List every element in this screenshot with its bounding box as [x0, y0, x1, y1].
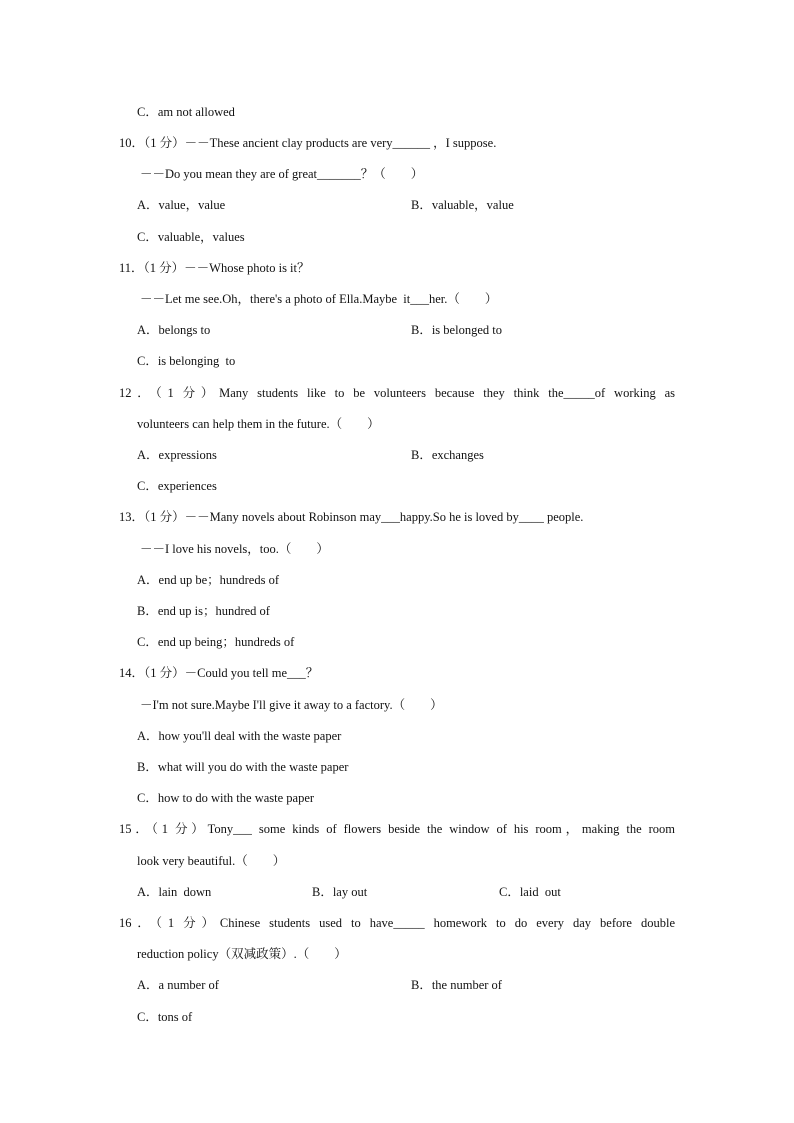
q13-reply: －－I love his novels，too.（ ） [140, 542, 329, 556]
q13-option-c: C．end up being；hundreds of [137, 635, 295, 649]
q15-stem-line1: 15．（1 分）Tony___ some kinds of flowers beside the window of his room，making the room [119, 822, 675, 836]
q13-stem: 13．（1 分）－－Many novels about Robinson may___happy.So he is loved by____ people. [119, 510, 584, 524]
q16-option-c: C．tons of [137, 1010, 193, 1024]
q14-option-c: C．how to do with the waste paper [137, 791, 315, 805]
q10-option-a: A．value，value [137, 198, 226, 212]
q16-stem-line2: reduction policy（双减政策）.（ ） [137, 947, 347, 961]
q12-stem-line1: 12．（1 分）Many students like to be volunteers because they think the_____of working as [119, 386, 675, 400]
q16-option-b: B．the number of [411, 978, 502, 992]
q10-reply: －－Do you mean they are of great_______？（ ） [140, 167, 424, 181]
q9-option-c: C．am not allowed [137, 105, 235, 119]
q16-option-a: A．a number of [137, 978, 219, 992]
q15-option-c: C．laid out [499, 885, 561, 899]
q14-option-b: B．what will you do with the waste paper [137, 760, 349, 774]
q15-option-a: A．lain down [137, 885, 212, 899]
q11-option-b: B．is belonged to [411, 323, 502, 337]
q14-reply: －I'm not sure.Maybe I'll give it away to a factory.（ ） [140, 698, 443, 712]
q10-stem: 10．（1 分）－－These ancient clay products are very______ ，I suppose. [119, 136, 497, 150]
q13-option-a: A．end up be；hundreds of [137, 573, 279, 587]
q15-option-b: B．lay out [312, 885, 368, 899]
q14-stem: 14．（1 分）－Could you tell me___？ [119, 666, 319, 680]
q10-option-c: C．valuable，values [137, 230, 245, 244]
q13-option-b: B．end up is；hundred of [137, 604, 270, 618]
q12-option-a: A．expressions [137, 448, 217, 462]
q11-option-a: A．belongs to [137, 323, 211, 337]
q12-option-b: B．exchanges [411, 448, 484, 462]
q12-stem-line2: volunteers can help them in the future.（ ） [137, 417, 380, 431]
q10-option-b: B．valuable，value [411, 198, 514, 212]
q11-reply: －－Let me see.Oh，there's a photo of Ella.Maybe it___her.（ ） [140, 292, 498, 306]
q11-stem: 11．（1 分）－－Whose photo is it？ [119, 261, 310, 275]
q15-stem-line2: look very beautiful.（ ） [137, 854, 286, 868]
q12-option-c: C．experiences [137, 479, 217, 493]
q14-option-a: A．how you'll deal with the waste paper [137, 729, 342, 743]
q11-option-c: C．is belonging to [137, 354, 236, 368]
q16-stem-line1: 16．（1 分）Chinese students used to have_____ homework to do every day before double [119, 916, 675, 930]
